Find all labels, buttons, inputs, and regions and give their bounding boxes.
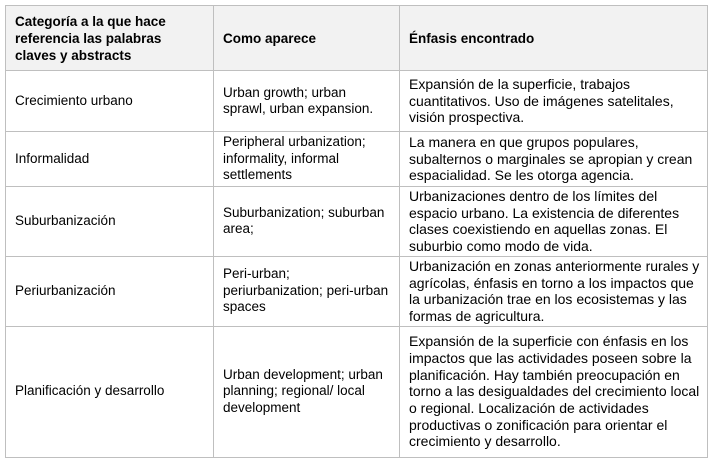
header-appears: Como aparece: [214, 6, 400, 71]
table-header: [6, 6, 708, 71]
header-row: [6, 6, 708, 71]
cell-category: Informalidad: [6, 132, 214, 187]
table-row: [6, 326, 708, 457]
cell-appears: Urban development; urban planning; regional/ local development: [214, 326, 400, 457]
header-category: Categoría a la que hace referencia las palabras claves y abstracts: [6, 6, 214, 71]
cell-emphasis: Urbanizaciones dentro de los límites del espacio urbano. La existencia de diferentes clases coexistiendo en aquellas zonas. El suburbio como modo de vida.: [400, 187, 708, 257]
keyword-category-table: [5, 5, 708, 458]
table-row: [6, 132, 708, 187]
table-row: [6, 71, 708, 132]
cell-appears: Suburbanization; suburban area;: [214, 187, 400, 257]
cell-category: Suburbanización: [6, 187, 214, 257]
cell-emphasis: La manera en que grupos populares, subalternos o marginales se apropian y crean espacialidad. Se les otorga agencia.: [400, 132, 708, 187]
cell-appears: Urban growth; urban sprawl, urban expansion.: [214, 71, 400, 132]
cell-category: Periurbanización: [6, 256, 214, 326]
cell-emphasis: Urbanización en zonas anteriormente rurales y agrícolas, énfasis en torno a los impactos que la urbanización trae en los ecosistemas y las formas de agricultura.: [400, 256, 708, 326]
cell-appears: Peri-urban; periurbanization; peri-urban spaces: [214, 256, 400, 326]
cell-category: Planificación y desarrollo: [6, 326, 214, 457]
table-row: [6, 256, 708, 326]
cell-emphasis: Expansión de la superficie con énfasis en los impactos que las actividades poseen sobre la planificación. Hay también preocupación en torno a las desigualdades del crecimiento local o regional. Localización de actividades productivas o zonificación para orientar el crecimiento y desarrollo.: [400, 326, 708, 457]
cell-emphasis: Expansión de la superficie, trabajos cuantitativos. Uso de imágenes satelitales, visión prospectiva.: [400, 71, 708, 132]
table-body: [6, 71, 708, 458]
cell-category: Crecimiento urbano: [6, 71, 214, 132]
header-emphasis: Énfasis encontrado: [400, 6, 708, 71]
cell-appears: Peripheral urbanization; informality, informal settlements: [214, 132, 400, 187]
table-row: [6, 187, 708, 257]
keyword-category-table-container: [5, 5, 708, 458]
